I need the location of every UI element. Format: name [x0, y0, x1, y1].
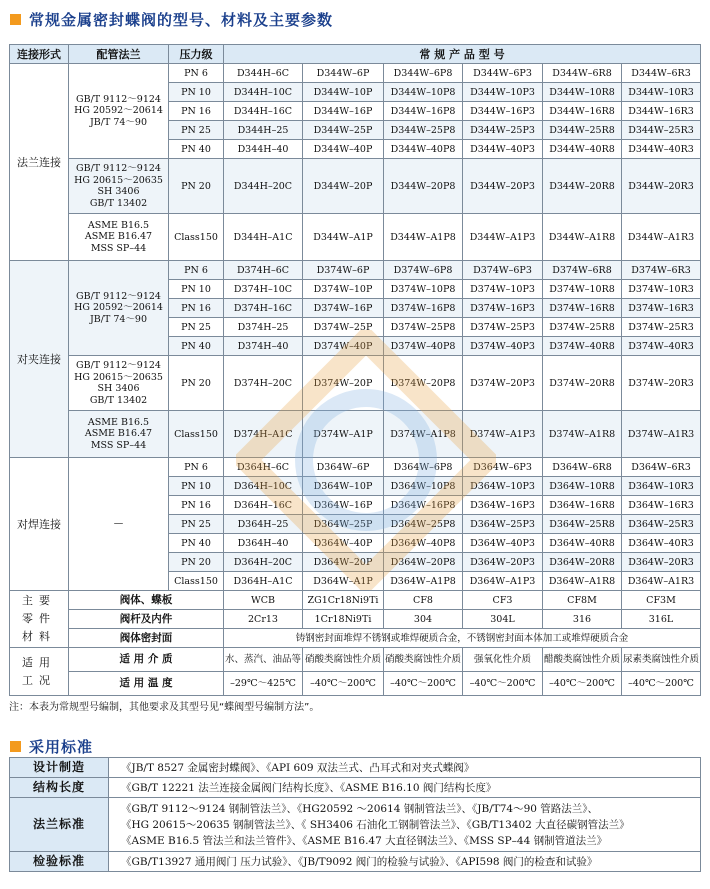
table-row — [10, 458, 701, 477]
model-cell: D344W–20R3 — [622, 159, 701, 214]
condition-value: –40℃～200℃ — [384, 672, 463, 696]
model-cell: D344W–40P — [303, 140, 384, 159]
model-cell: D364W–16P8 — [384, 496, 463, 515]
model-cell: D364W–40R3 — [622, 534, 701, 553]
model-cell: D344W–25R3 — [622, 121, 701, 140]
condition-value: –40℃～200℃ — [543, 672, 622, 696]
model-cell: D344W–A1P — [303, 214, 384, 261]
condition-value: 硝酸类腐蚀性介质 — [384, 648, 463, 672]
model-cell: D364H–10C — [224, 477, 303, 496]
model-cell: D364W–A1R8 — [543, 572, 622, 591]
flange-line: GB/T 9112～9124 — [76, 93, 161, 105]
material-value: CF8 — [384, 591, 463, 610]
standard-text-cell — [109, 852, 701, 872]
model-cell: D374W–25P8 — [384, 318, 463, 337]
params-table — [9, 44, 701, 696]
header-flange: 配管法兰 — [69, 45, 169, 64]
table-row — [10, 356, 701, 411]
model-cell: D344W–6P8 — [384, 64, 463, 83]
label-char: 零 — [22, 612, 39, 625]
model-cell: D374W–A1R8 — [543, 411, 622, 458]
model-cell: D344W–16R8 — [543, 102, 622, 121]
material-value: CF8M — [543, 591, 622, 610]
header-models: 常 规 产 品 型 号 — [224, 45, 701, 64]
pressure-cell: PN 16 — [169, 102, 224, 121]
header-row — [10, 45, 701, 64]
material-value: 1Cr18Ni9Ti — [303, 610, 384, 629]
condition-value: –40℃～200℃ — [622, 672, 701, 696]
model-cell: D374W–10P — [303, 280, 384, 299]
header-conn: 连接形式 — [10, 45, 69, 64]
model-cell: D374W–16R8 — [543, 299, 622, 318]
model-cell: D374W–40P — [303, 337, 384, 356]
flange-line: GB/T 9112～9124 — [76, 163, 161, 174]
model-cell: D364H–16C — [224, 496, 303, 515]
model-cell: D364W–16R8 — [543, 496, 622, 515]
model-cell: D364W–25P3 — [463, 515, 543, 534]
model-cell: D364H–20C — [224, 553, 303, 572]
standard-text-cell — [109, 758, 701, 778]
model-cell: D374W–6P — [303, 261, 384, 280]
pressure-cell: PN 10 — [169, 477, 224, 496]
condition-value: –40℃～200℃ — [463, 672, 543, 696]
model-cell: D374W–20P8 — [384, 356, 463, 411]
standard-line: 《GB/T 9112～9124 钢制管法兰》、《HG20592 ～20614 钢制管法兰》、《JB/T74～90 管路法兰》、 — [121, 802, 599, 815]
table-row — [10, 159, 701, 214]
standard-row — [10, 778, 701, 798]
material-value: WCB — [224, 591, 303, 610]
model-cell: D374W–6R3 — [622, 261, 701, 280]
model-cell: D344W–16R3 — [622, 102, 701, 121]
model-cell: D344W–10P3 — [463, 83, 543, 102]
model-cell: D364W–25P — [303, 515, 384, 534]
model-cell: D344W–16P3 — [463, 102, 543, 121]
model-cell: D374H–A1C — [224, 411, 303, 458]
standard-row — [10, 852, 701, 872]
model-cell: D364W–A1P3 — [463, 572, 543, 591]
model-cell: D364W–16P3 — [463, 496, 543, 515]
seal-description: 铸钢密封面堆焊不锈钢或堆焊硬质合金，不锈钢密封面本体加工或堆焊硬质合金 — [224, 629, 701, 648]
model-cell: D364W–10R3 — [622, 477, 701, 496]
model-cell: D344W–6R8 — [543, 64, 622, 83]
model-cell: D374W–A1P3 — [463, 411, 543, 458]
model-cell: D374W–25R8 — [543, 318, 622, 337]
connection-type-cell: 对夹连接 — [10, 261, 69, 458]
condition-value: 尿素类腐蚀性介质 — [622, 648, 701, 672]
model-cell: D374W–6P8 — [384, 261, 463, 280]
section-title-standards — [10, 736, 93, 757]
model-cell: D364H–6C — [224, 458, 303, 477]
pressure-cell: PN 40 — [169, 337, 224, 356]
pressure-cell: PN 6 — [169, 261, 224, 280]
model-cell: D364W–25R8 — [543, 515, 622, 534]
model-cell: D374W–A1P — [303, 411, 384, 458]
model-cell: D364W–A1P8 — [384, 572, 463, 591]
model-cell: D364W–A1R3 — [622, 572, 701, 591]
flange-line: ASME B16.47 — [84, 428, 153, 440]
pressure-cell: PN 25 — [169, 515, 224, 534]
model-cell: D374W–40R3 — [622, 337, 701, 356]
model-cell: D364H–25 — [224, 515, 303, 534]
standard-row — [10, 798, 701, 852]
condition-name: 适 用 介 质 — [69, 648, 224, 672]
model-cell: D344W–16P — [303, 102, 384, 121]
model-cell: D344W–10R3 — [622, 83, 701, 102]
model-cell: D344W–25P8 — [384, 121, 463, 140]
model-cell: D364W–20R3 — [622, 553, 701, 572]
model-cell: D374W–20P — [303, 356, 384, 411]
model-cell: D344W–40P8 — [384, 140, 463, 159]
model-cell: D364W–10P8 — [384, 477, 463, 496]
flange-line: MSS SP–44 — [90, 242, 147, 254]
material-value: 304 — [384, 610, 463, 629]
model-cell: D364W–16P — [303, 496, 384, 515]
label-char: 主 — [22, 594, 39, 607]
standard-label: 设计制造 — [10, 758, 109, 778]
flange-line: ASME B16.5 — [87, 416, 150, 428]
flange-line: GB/T 13402 — [89, 197, 148, 209]
material-row — [10, 591, 701, 610]
materials-label-cell — [10, 591, 69, 648]
connection-type-cell: 对焊连接 — [10, 458, 69, 591]
flange-line: GB/T 9112～9124 — [76, 290, 161, 302]
model-cell: D364W–16R3 — [622, 496, 701, 515]
table-note: 注：本表为常规型号编制，其他要求及其型号见“蝶阀型号编制方法”。 — [9, 702, 320, 713]
condition-value: 水、蒸汽、油品等 — [224, 648, 303, 672]
model-cell: D364W–10R8 — [543, 477, 622, 496]
standard-label: 法兰标准 — [10, 798, 109, 852]
condition-value: –40℃～200℃ — [303, 672, 384, 696]
model-cell: D374W–16P — [303, 299, 384, 318]
model-cell: D374W–25P — [303, 318, 384, 337]
model-cell: D364W–40R8 — [543, 534, 622, 553]
model-cell: D374W–40P8 — [384, 337, 463, 356]
model-cell: D374W–20R3 — [622, 356, 701, 411]
model-cell: D364W–20P8 — [384, 553, 463, 572]
flange-line: JB/T 74～90 — [89, 116, 148, 128]
model-cell: D364W–6P — [303, 458, 384, 477]
model-cell: D374W–40R8 — [543, 337, 622, 356]
standard-line: 《GB/T 12221 法兰连接金属阀门结构长度》、《ASME B16.10 阀门结构长度》 — [121, 781, 497, 794]
model-cell: D374H–10C — [224, 280, 303, 299]
model-cell: D374H–25 — [224, 318, 303, 337]
pressure-cell: PN 40 — [169, 140, 224, 159]
pressure-cell: PN 6 — [169, 64, 224, 83]
section-title-params — [10, 9, 333, 30]
label-char: 件 — [39, 612, 56, 625]
material-value: 316 — [543, 610, 622, 629]
pressure-cell: Class150 — [169, 214, 224, 261]
condition-row — [10, 648, 701, 672]
model-cell: D344W–25P3 — [463, 121, 543, 140]
model-cell: D374W–20R8 — [543, 356, 622, 411]
connection-type-cell: 法兰连接 — [10, 64, 69, 261]
label-char: 适 — [22, 655, 39, 669]
model-cell: D364W–10P3 — [463, 477, 543, 496]
condition-value: 强氧化性介质 — [463, 648, 543, 672]
flange-line: HG 20592～20614 — [74, 302, 163, 314]
pressure-cell: PN 20 — [169, 553, 224, 572]
square-bullet-icon — [10, 14, 21, 25]
model-cell: D374W–10R3 — [622, 280, 701, 299]
model-cell: D374W–16P3 — [463, 299, 543, 318]
flange-line: MSS SP–44 — [90, 439, 147, 451]
material-value: 2Cr13 — [224, 610, 303, 629]
pressure-cell: PN 16 — [169, 299, 224, 318]
standard-label: 检验标准 — [10, 852, 109, 872]
model-cell: D344W–40R8 — [543, 140, 622, 159]
square-bullet-icon — [10, 741, 21, 752]
model-cell: D344W–40R3 — [622, 140, 701, 159]
flange-line: HG 20592～20614 — [74, 105, 163, 117]
model-cell: D364H–A1C — [224, 572, 303, 591]
section1-title: 常规金属密封蝶阀的型号、材料及主要参数 — [29, 11, 334, 29]
model-cell: D344H–6C — [224, 64, 303, 83]
model-cell: D344W–10P — [303, 83, 384, 102]
material-value: 316L — [622, 610, 701, 629]
flange-standard-cell — [69, 64, 169, 159]
pressure-cell: PN 10 — [169, 280, 224, 299]
model-cell: D364W–20P — [303, 553, 384, 572]
label-char: 料 — [39, 630, 56, 643]
material-row — [10, 610, 701, 629]
pressure-cell: PN 25 — [169, 318, 224, 337]
section2-title: 采用标准 — [29, 738, 94, 756]
model-cell: D344H–25 — [224, 121, 303, 140]
model-cell: D374W–10P8 — [384, 280, 463, 299]
model-cell: D344W–A1R8 — [543, 214, 622, 261]
model-cell: D374W–A1P8 — [384, 411, 463, 458]
model-cell: D344H–16C — [224, 102, 303, 121]
flange-line: ASME B16.47 — [84, 231, 153, 243]
model-cell: D344W–A1P3 — [463, 214, 543, 261]
model-cell: D364W–A1P — [303, 572, 384, 591]
flange-line: HG 20615～20635 — [74, 371, 163, 383]
pressure-cell: PN 10 — [169, 83, 224, 102]
model-cell: D364W–6R3 — [622, 458, 701, 477]
model-cell: D344W–6R3 — [622, 64, 701, 83]
model-cell: D344W–10P8 — [384, 83, 463, 102]
table-row — [10, 64, 701, 83]
label-char: 要 — [39, 594, 56, 607]
model-cell: D374W–25R3 — [622, 318, 701, 337]
model-cell: D374W–A1R3 — [622, 411, 701, 458]
model-cell: D344H–A1C — [224, 214, 303, 261]
table-row — [10, 261, 701, 280]
model-cell: D374H–6C — [224, 261, 303, 280]
material-row — [10, 629, 701, 648]
model-cell: D374W–25P3 — [463, 318, 543, 337]
label-char: 工 — [22, 673, 39, 687]
label-char: 况 — [39, 673, 56, 687]
model-cell: D364W–10P — [303, 477, 384, 496]
pressure-cell: Class150 — [169, 572, 224, 591]
pressure-cell: PN 40 — [169, 534, 224, 553]
model-cell: D374W–16R3 — [622, 299, 701, 318]
condition-name: 适 用 温 度 — [69, 672, 224, 696]
flange-line: ASME B16.5 — [87, 219, 150, 231]
material-value: CF3 — [463, 591, 543, 610]
model-cell: D364W–40P — [303, 534, 384, 553]
flange-standard-cell — [69, 159, 169, 214]
standard-text-cell — [109, 798, 701, 852]
standard-line: 《HG 20615～20635 钢制管法兰》、《 SH3406 石油化工钢制管法兰》、《GB/T13402 大直径碳钢管法兰》 — [121, 818, 630, 831]
flange-standard-cell — [69, 411, 169, 458]
model-cell: D344W–25P — [303, 121, 384, 140]
model-cell: D344W–A1P8 — [384, 214, 463, 261]
label-char: 材 — [22, 630, 39, 643]
pressure-cell: Class150 — [169, 411, 224, 458]
material-value: 304L — [463, 610, 543, 629]
model-cell: D364W–20R8 — [543, 553, 622, 572]
flange-line: SH 3406 — [97, 383, 140, 394]
table-row — [10, 214, 701, 261]
condition-row — [10, 672, 701, 696]
model-cell: D374W–10R8 — [543, 280, 622, 299]
flange-line: GB/T 9112～9124 — [76, 360, 161, 371]
flange-line: HG 20615～20635 — [74, 174, 163, 186]
flange-line: — — [113, 518, 124, 530]
flange-standard-cell — [69, 261, 169, 356]
model-cell: D364W–40P8 — [384, 534, 463, 553]
model-cell: D344W–20P — [303, 159, 384, 214]
standard-line: 《JB/T 8527 金属密封蝶阀》、《API 609 双法兰式、凸耳式和对夹式蝶阀》 — [121, 761, 475, 774]
model-cell: D374H–20C — [224, 356, 303, 411]
flange-standard-cell — [69, 214, 169, 261]
flange-standard-cell — [69, 356, 169, 411]
model-cell: D344W–16P8 — [384, 102, 463, 121]
model-cell: D344H–20C — [224, 159, 303, 214]
pressure-cell: PN 20 — [169, 356, 224, 411]
model-cell: D374H–16C — [224, 299, 303, 318]
standards-table — [9, 757, 701, 872]
condition-value: –29℃～425℃ — [224, 672, 303, 696]
model-cell: D364H–40 — [224, 534, 303, 553]
header-pressure: 压力级 — [169, 45, 224, 64]
model-cell: D374W–40P3 — [463, 337, 543, 356]
flange-line: JB/T 74～90 — [89, 313, 148, 325]
model-cell: D374H–40 — [224, 337, 303, 356]
model-cell: D374W–6P3 — [463, 261, 543, 280]
model-cell: D344H–10C — [224, 83, 303, 102]
pressure-cell: PN 25 — [169, 121, 224, 140]
model-cell: D364W–25P8 — [384, 515, 463, 534]
standard-line: 《GB/T13927 通用阀门 压力试验》、《JB/T9092 阀门的检验与试验》、《API598 阀门的检查和试验》 — [121, 855, 598, 868]
standard-line: 《ASME B16.5 管法兰和法兰管件》、《ASME B16.47 大直径钢法兰》、《MSS SP–44 钢制管道法兰》 — [121, 834, 608, 847]
table-row — [10, 411, 701, 458]
model-cell: D344W–6P — [303, 64, 384, 83]
model-cell: D344W–25R8 — [543, 121, 622, 140]
material-part-name: 阀体密封面 — [69, 629, 224, 648]
model-cell: D344W–40P3 — [463, 140, 543, 159]
model-cell: D364W–6P3 — [463, 458, 543, 477]
model-cell: D364W–25R3 — [622, 515, 701, 534]
conditions-label-cell — [10, 648, 69, 696]
model-cell: D364W–40P3 — [463, 534, 543, 553]
model-cell: D344W–20R8 — [543, 159, 622, 214]
model-cell: D344W–10R8 — [543, 83, 622, 102]
model-cell: D344W–20P8 — [384, 159, 463, 214]
model-cell: D374W–20P3 — [463, 356, 543, 411]
model-cell: D344H–40 — [224, 140, 303, 159]
model-cell: D364W–20P3 — [463, 553, 543, 572]
material-part-name: 阀体、蝶板 — [69, 591, 224, 610]
standard-text-cell — [109, 778, 701, 798]
flange-standard-cell — [69, 458, 169, 591]
material-value: ZG1Cr18Ni9Ti — [303, 591, 384, 610]
model-cell: D344W–20P3 — [463, 159, 543, 214]
model-cell: D364W–6R8 — [543, 458, 622, 477]
condition-value: 醋酸类腐蚀性介质 — [543, 648, 622, 672]
model-cell: D344W–6P3 — [463, 64, 543, 83]
flange-line: GB/T 13402 — [89, 394, 148, 406]
model-cell: D374W–16P8 — [384, 299, 463, 318]
pressure-cell: PN 16 — [169, 496, 224, 515]
model-cell: D344W–A1R3 — [622, 214, 701, 261]
pressure-cell: PN 20 — [169, 159, 224, 214]
model-cell: D364W–6P8 — [384, 458, 463, 477]
label-char: 用 — [39, 655, 56, 669]
flange-line: SH 3406 — [97, 186, 140, 197]
condition-value: 硝酸类腐蚀性介质 — [303, 648, 384, 672]
pressure-cell: PN 6 — [169, 458, 224, 477]
material-part-name: 阀杆及内件 — [69, 610, 224, 629]
model-cell: D374W–10P3 — [463, 280, 543, 299]
material-value: CF3M — [622, 591, 701, 610]
standard-row — [10, 758, 701, 778]
model-cell: D374W–6R8 — [543, 261, 622, 280]
standard-label: 结构长度 — [10, 778, 109, 798]
